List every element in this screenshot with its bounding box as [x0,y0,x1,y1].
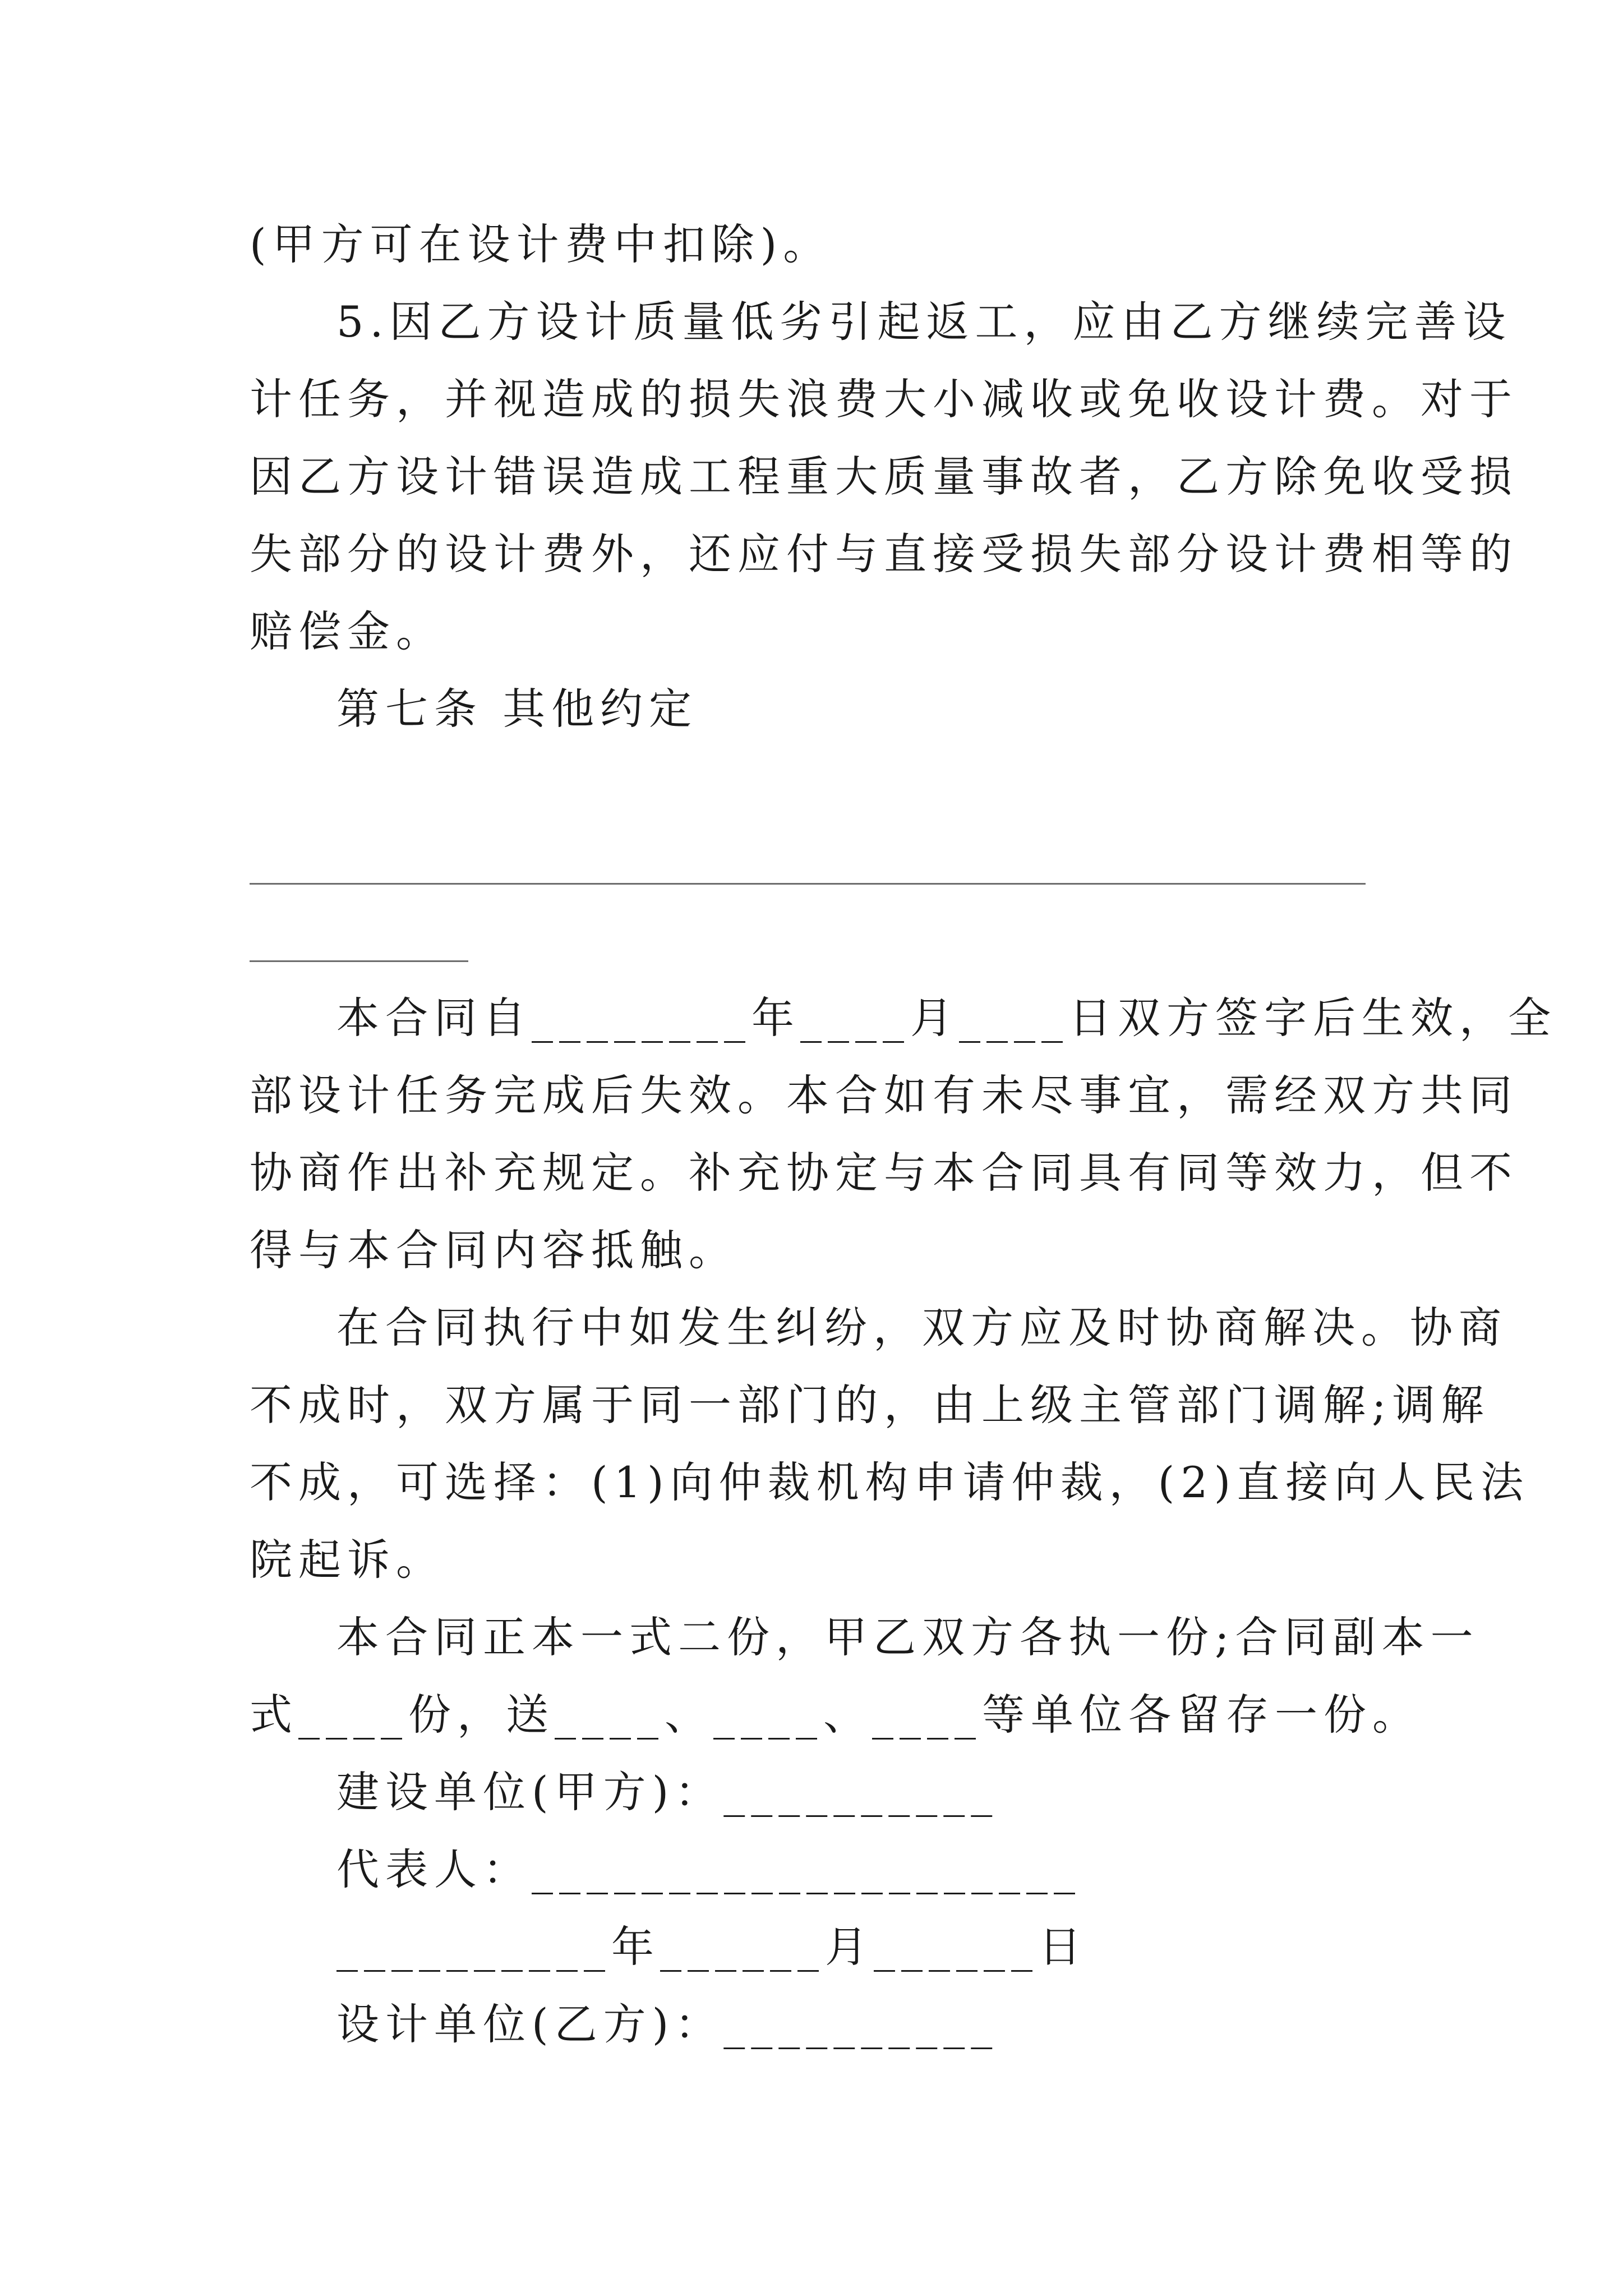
text-line: 式____份，送____、____、____等单位各留存一份。 [250,1690,1421,1740]
text-line: 得与本合同内容抵触。 [250,1225,737,1275]
blank-fill-line [250,960,468,962]
text-line: 赔偿金。 [250,606,445,656]
signature-field: 代表人：____________________ [336,1844,1081,1894]
text-line: 不成，可选择：(1)向仲裁机构申请仲裁，(2)直接向人民法 [250,1457,1530,1507]
text-line: 在合同执行中如发生纠纷，双方应及时协商解决。协商 [336,1303,1507,1352]
signature-field: 设计单位(乙方)：__________ [336,1999,999,2049]
blank-fill-line [250,883,1366,885]
text-line: 因乙方设计错误造成工程重大质量事故者，乙方除免收受损 [250,452,1518,501]
text-line: (甲方可在设计费中扣除)。 [250,219,832,269]
section-heading: 第七条 其他约定 [336,684,698,734]
text-line: 失部分的设计费外，还应付与直接受损失部分设计费相等的 [250,529,1518,579]
signature-field: 建设单位(甲方)：__________ [336,1767,999,1817]
text-line: 本合同正本一式二份，甲乙双方各执一份;合同副本一 [336,1612,1479,1662]
text-line: 不成时，双方属于同一部门的，由上级主管部门调解;调解 [250,1380,1490,1430]
text-line: 计任务，并视造成的损失浪费大小减收或免收设计费。对于 [250,374,1518,424]
text-line: 部设计任务完成后失效。本合如有未尽事宜，需经双方共同 [250,1070,1518,1120]
text-line: 协商作出补充规定。补充协定与本合同具有同等效力，但不 [250,1148,1518,1198]
text-line: 院起诉。 [250,1535,445,1585]
date-field: __________年______月______日 [336,1922,1087,1972]
text-line: 本合同自________年____月____日双方签字后生效，全 [336,993,1557,1043]
text-line: 5.因乙方设计质量低劣引起返工，应由乙方继续完善设 [336,297,1512,347]
